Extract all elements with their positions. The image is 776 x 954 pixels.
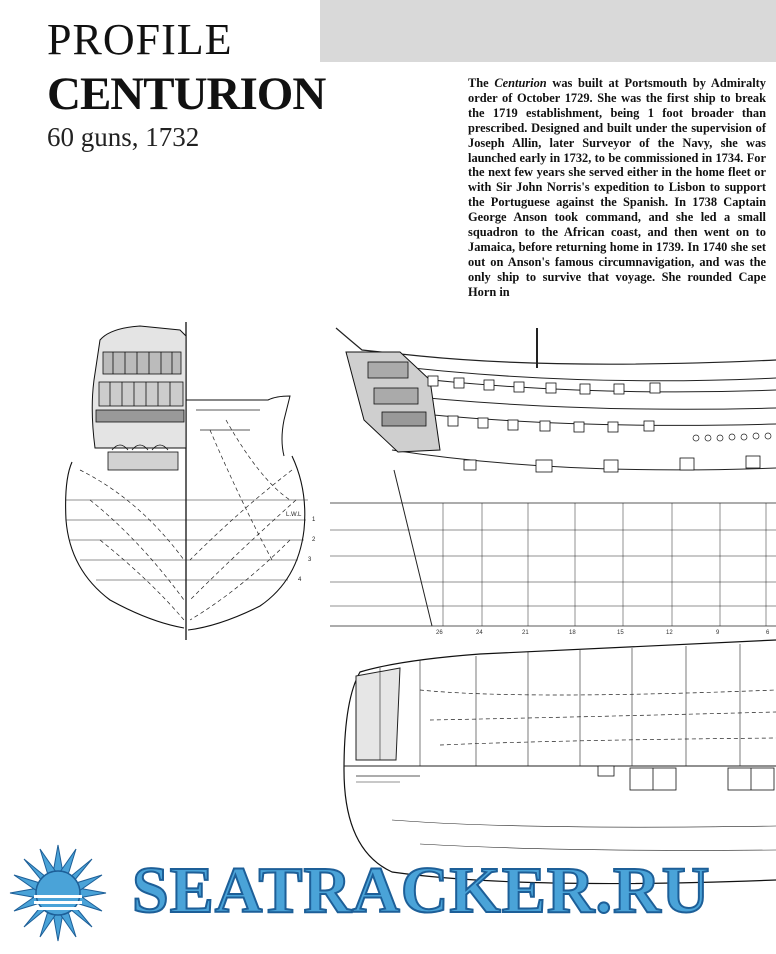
- station-21: 21: [522, 630, 529, 636]
- body-plan-label-1: 1: [312, 517, 316, 523]
- station-6: 6: [766, 630, 770, 636]
- paragraph-lead: The: [468, 76, 489, 90]
- station-24: 24: [476, 630, 483, 636]
- body-plan-stern-view: [66, 322, 316, 640]
- ship-name-title: CENTURION: [47, 68, 326, 120]
- station-12: 12: [666, 630, 673, 636]
- body-plan-label-4: 4: [298, 577, 302, 583]
- lwl-label: L.W.L: [286, 512, 302, 518]
- body-plan-label-3: 3: [308, 557, 312, 563]
- ship-subtitle: 60 guns, 1732: [47, 122, 200, 152]
- station-18: 18: [569, 630, 576, 636]
- body-plan-label-2: 2: [312, 537, 316, 543]
- section-kicker: PROFILE: [47, 15, 233, 64]
- station-26: 26: [436, 630, 443, 636]
- paragraph-text: was built at Portsmouth by Admiralty order of October 1729. She was the first ship to break the 1719 establishment, being 1 foot broader than prescribed. Designed and built under the supervision of Joseph Allin, later Surveyor of the Navy, she was launched early in 1732, to be commissioned in 1734. For the next few years she served either in the home fleet or with Sir John Norris's expedition to Lisbon to support the Portuguese against the Spanish. In 1738 Captain George Anson took command, and she led a small squadron to the African coast, and then went on to Jamaica, before returning home in 1739. In 1740 she set out on Anson's famous circumnavigation, and was the only ship to survive that voyage. She rounded Cape Horn in: [468, 76, 766, 299]
- station-15: 15: [617, 630, 624, 636]
- watermark-text: SEATRACKER.RU: [132, 854, 711, 927]
- station-9: 9: [716, 630, 720, 636]
- sheer-plan-side-view: [330, 328, 776, 626]
- ship-name-italic: Centurion: [494, 76, 547, 90]
